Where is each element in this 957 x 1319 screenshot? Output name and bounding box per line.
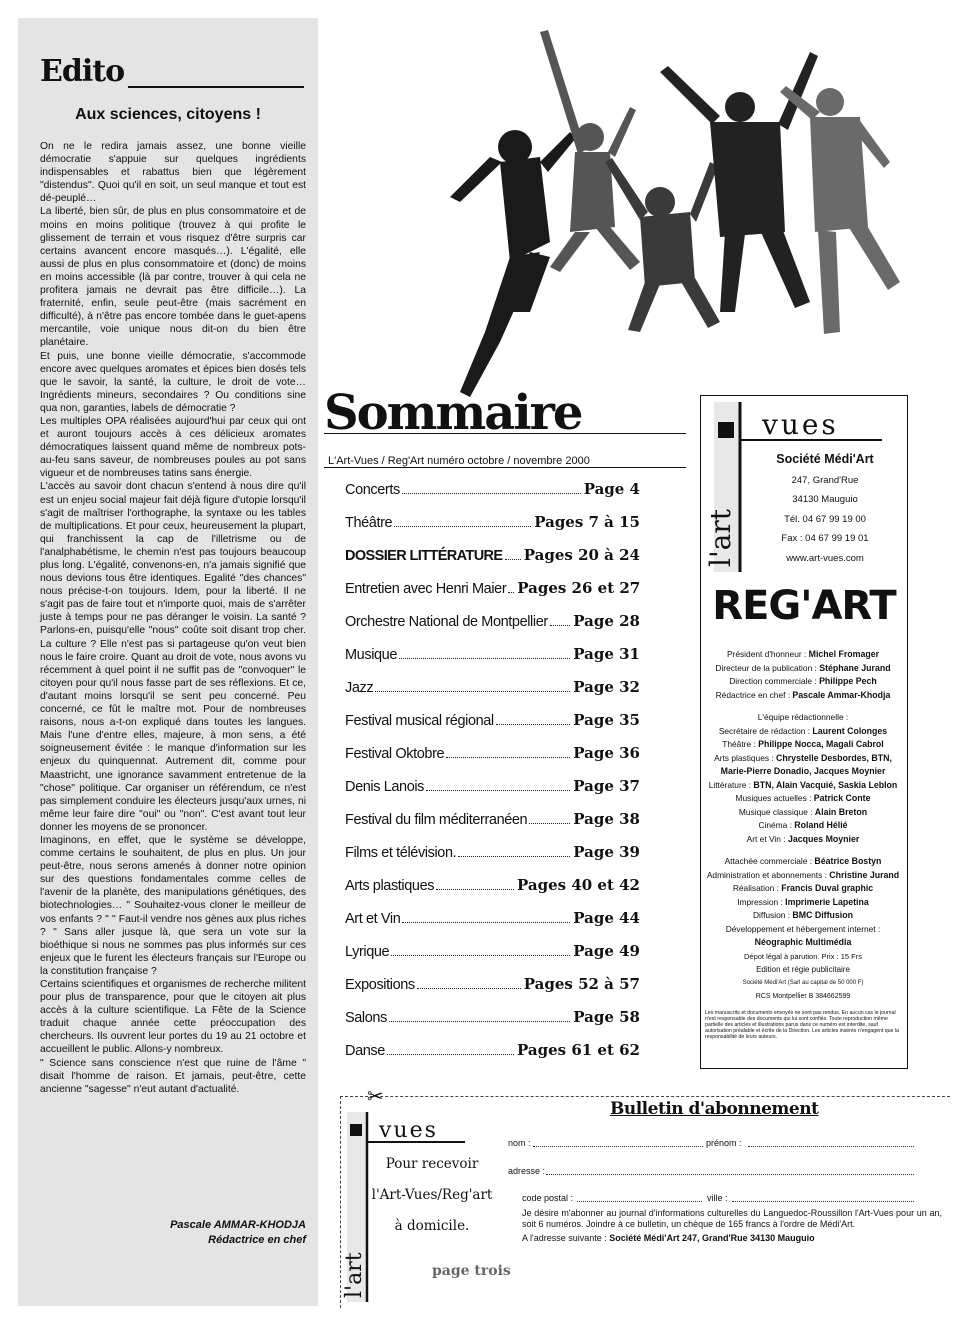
toc-item-page: Page 35 xyxy=(573,711,640,729)
toc-leader-dots xyxy=(402,493,581,494)
credit-name: Laurent Colonges xyxy=(812,725,888,736)
bulletin-title: Bulletin d'abonnement xyxy=(610,1099,819,1119)
toc-leader-dots xyxy=(394,526,531,527)
svg-text:vues: vues xyxy=(379,1118,438,1143)
toc-item-label: Festival musical régional xyxy=(345,713,494,729)
toc-item-page: Page 4 xyxy=(583,480,640,498)
bulletin-address-value: Société Médi'Art 247, Grand'Rue 34130 Mauguio xyxy=(609,1233,815,1243)
credit-role: Diffusion : xyxy=(752,910,791,920)
toc-leader-dots xyxy=(391,955,570,956)
toc-item-page: Page 38 xyxy=(573,810,640,828)
toc-item[interactable] xyxy=(345,513,640,546)
edito-title-rule xyxy=(128,86,304,88)
credit-name: Francis Duval graphic xyxy=(781,883,874,893)
rcs: RCS Montpellier B 384662599 xyxy=(755,993,851,1000)
sommaire-issue: L'Art-Vues / Reg'Art numéro octobre / novembre 2000 xyxy=(328,455,590,467)
credit-line xyxy=(700,819,906,833)
bulletin-address-prefix: A l'adresse suivante : xyxy=(522,1233,607,1243)
sommaire-title: Sommaire xyxy=(324,385,582,441)
toc-item-label: Films et télévision. xyxy=(345,845,457,861)
toc-leader-dots xyxy=(387,1054,514,1055)
credit-line xyxy=(700,896,906,910)
credit-name: Patrick Conte xyxy=(813,793,871,803)
toc-item[interactable] xyxy=(345,1041,640,1074)
masthead-credits xyxy=(700,648,906,1004)
toc-item[interactable] xyxy=(345,975,640,1008)
adresse-field[interactable] xyxy=(546,1174,914,1175)
toc-item-label: Denis Lanois xyxy=(345,779,425,795)
ville-field[interactable] xyxy=(732,1201,914,1202)
credit-role: Réalisation : xyxy=(732,883,779,893)
cut-line xyxy=(340,1096,341,1308)
credit-line xyxy=(700,689,906,703)
dev-name: Néographic Multimédia xyxy=(754,937,852,947)
toc-item[interactable] xyxy=(345,480,640,513)
edito-paragraph: On ne le redira jamais assez, une bonne vieille démocratie s'appuie sur quelques ingrédients indispensables et rabattus bien que légèrement "distendus". Quoi qu'il en soit, un seul manque et tout est dé-peuplé… xyxy=(40,141,306,205)
toc-item-page: Pages 52 à 57 xyxy=(523,975,640,993)
credit-name: Alain Breton xyxy=(814,806,868,817)
nom-field[interactable] xyxy=(533,1146,703,1147)
depot-legal: Dépot légal à parution. Prix : 15 Frs xyxy=(744,951,862,961)
edito-paragraph: Imaginons, en effet, que le système se développe, comme certains le souhaitent, de plus en plus. Un jour peut-être, nous serons amenés à donner notre opinion sur des questions fondamentales comme celles de l'avenir de la planète, des manipulations génétiques, des biotechnologies… " Souhaitez-vous cloner le meilleur de vos enfants ? " " Faut-il vendre nos gènes aux plus riches ? " Sans aller jusque là, que sera un vote sur la bioéthique si nous ne sommes pas plus informés sur ces enjeux que le furent les électeurs français sur l'Europe ou la constitution française ? xyxy=(40,834,306,977)
credit-role: Secrétaire de rédaction : xyxy=(718,725,811,736)
toc-leader-dots xyxy=(436,889,514,890)
nom-label: nom : xyxy=(508,1138,531,1148)
toc-item-page: Page 32 xyxy=(573,678,640,696)
edito-paragraph: La liberté, bien sûr, de plus en plus consommatoire et de moins en moins politique (trouvez à qui profite le glissement de terrain et vous risquez d'être surpris car certains avancent encore masqués…). L'égalité, elle aussi de plus en plus consommatoire et (donc) de moins en moins accessible (là par contre, trouver à qui cela ne profitera jamais ne devrait pas être difficile…). La fraternité, enfin, seule peut-être (mais sacrément en difficulté), à n'être pas encore tombée dans le guet-apens mercantile, voie unique nous dit-on du bien être planétaire. xyxy=(40,206,306,349)
toc-item[interactable] xyxy=(345,1008,640,1041)
toc-leader-dots xyxy=(446,757,570,758)
toc-item-page: Page 39 xyxy=(573,843,640,861)
credit-name: Christine Jurand xyxy=(829,869,900,880)
code-postal-label: code postal : xyxy=(522,1193,574,1203)
credit-line xyxy=(700,833,906,847)
credit-line xyxy=(700,675,906,689)
credit-role: Attachée commerciale : xyxy=(724,856,813,866)
bulletin-tagline-3: à domicile. xyxy=(394,1218,470,1234)
toc-item-label: Théâtre xyxy=(345,515,393,531)
toc-item[interactable] xyxy=(345,843,640,876)
edito-subtitle: Aux sciences, citoyens ! xyxy=(75,106,261,123)
edito-author: Pascale AMMAR-KHODJA xyxy=(170,1219,306,1231)
toc-item-label: Lyrique xyxy=(345,944,390,960)
edito-body xyxy=(40,140,306,1096)
toc-item[interactable] xyxy=(345,612,640,645)
credit-role: Musique classique : xyxy=(738,806,813,817)
credit-role: Musiques actuelles : xyxy=(735,793,812,803)
toc-item-page: Page 49 xyxy=(573,942,640,960)
table-of-contents xyxy=(345,480,640,1074)
credit-line xyxy=(700,882,906,896)
credit-role: Président d'honneur : xyxy=(726,649,807,659)
credit-name: Michel Fromager xyxy=(808,649,880,659)
credit-line xyxy=(700,806,906,820)
credit-role: Arts plastiques : xyxy=(714,752,774,763)
credit-line xyxy=(700,662,906,676)
toc-item[interactable] xyxy=(345,942,640,975)
credit-role: Art et Vin : xyxy=(746,833,786,844)
prenom-field[interactable] xyxy=(748,1146,914,1147)
code-postal-field[interactable] xyxy=(577,1201,702,1202)
svg-text:l'art: l'art xyxy=(342,1252,367,1298)
toc-item-label: Art et Vin xyxy=(345,911,401,927)
toc-item[interactable] xyxy=(345,909,640,942)
credit-line xyxy=(700,648,906,662)
edito-signature xyxy=(40,1218,306,1248)
ville-label: ville : xyxy=(707,1193,728,1203)
toc-item-label: Jazz xyxy=(345,680,374,696)
bulletin-tagline-2: l'Art-Vues/Reg'art xyxy=(371,1187,493,1203)
bulletin-text: Je désire m'abonner au journal d'informations culturelles du Languedoc-Roussillon l'Art-Vues pour un an, soit 6 numéros. Joindre à ce bulletin, un chèque de 165 francs à l'ordre de Médi'Art. xyxy=(522,1208,942,1229)
credit-role: Rédactrice en chef : xyxy=(715,689,791,700)
credit-name: Pascale Ammar-Khodja xyxy=(792,689,891,700)
credit-role: Théâtre : xyxy=(722,739,756,749)
edito-paragraph: Certains scientifiques et organismes de recherche militent pour plus de transparence, pour que le citoyen ait plus accès à la culture scientifique. La Fête de la Science traduit chaque année cette préoccupation des chercheurs. Ils ouvrent leur portes du 19 au 21 octobre et accueillent le public. Allons-y nombreux. xyxy=(40,979,306,1056)
toc-leader-dots xyxy=(505,559,521,560)
toc-item-label: Musique xyxy=(345,647,398,663)
societe-small: Société Médi'Art (Sarl au capital de 50 000 F) xyxy=(742,979,864,986)
scissors-icon: ✂ xyxy=(367,1086,384,1108)
page-number: page trois xyxy=(432,1263,511,1279)
credit-name: BMC Diffusion xyxy=(792,910,853,920)
toc-item-label: Festival du film méditerranéen xyxy=(345,812,528,828)
credit-line xyxy=(700,855,906,869)
credit-line xyxy=(700,779,906,793)
credit-role: Cinéma : xyxy=(758,820,792,830)
toc-leader-dots xyxy=(375,691,570,692)
credit-name: BTN, Alain Vacquié, Saskia Leblon xyxy=(753,779,898,790)
credit-line xyxy=(700,869,906,883)
credit-name: Stéphane Jurand xyxy=(819,662,891,673)
toc-item[interactable] xyxy=(345,876,640,909)
toc-item-page: Page 31 xyxy=(573,645,640,663)
regart-logo xyxy=(706,580,902,629)
toc-leader-dots xyxy=(529,823,570,824)
bulletin-tagline-1: Pour recevoir xyxy=(385,1156,479,1172)
toc-leader-dots xyxy=(496,724,571,725)
svg-text:l'art: l'art xyxy=(704,509,737,567)
toc-item[interactable] xyxy=(345,777,640,810)
svg-text:REG'ART: REG'ART xyxy=(712,583,896,629)
art-vues-logo xyxy=(704,402,900,572)
toc-item[interactable] xyxy=(345,579,640,612)
credit-name: Philippe Pech xyxy=(819,676,877,686)
edito-paragraph: " Science sans conscience n'est que ruine de l'âme " disait l'homme de raison. Et jamais, peut-être, cette ancienne "sagesse" n'eut autant d'actualité. xyxy=(40,1057,306,1095)
toc-item-page: Pages 26 et 27 xyxy=(517,579,641,597)
credit-name: Philippe Nocca, Magali Cabrol xyxy=(758,739,884,749)
toc-item-label: Danse xyxy=(345,1043,385,1059)
credit-role: Directeur de la publication : xyxy=(715,662,817,673)
credit-name: Béatrice Bostyn xyxy=(814,856,882,866)
masthead-fax: Fax : 04 67 99 19 01 xyxy=(781,533,869,544)
prenom-label: prénom : xyxy=(706,1138,742,1148)
credit-line xyxy=(700,725,906,739)
toc-item-page: Pages 40 et 42 xyxy=(517,876,640,894)
masthead-web[interactable]: www.art-vues.com xyxy=(786,553,864,564)
toc-leader-dots xyxy=(458,856,570,857)
toc-item[interactable] xyxy=(345,678,640,711)
masthead-address1: 247, Grand'Rue xyxy=(791,475,859,486)
credit-name: Chrystelle Desbordes, BTN, Marie-Pierre Donadio, Jacques Moynier xyxy=(720,752,892,776)
edito-paragraph: L'accès au savoir dont chacun s'entend à nous dire qu'il est un enjeu social majeur fait déjà figure d'utopie lorsqu'il s'agit de maîtriser l'orthographe, la syntaxe ou les tables de multiplications. Et pour ceux, heureusement la plupart, qui franchissent la cap de l'illetrisme ou de l'analphabétisme, le chemin n'est pas toujours beaucoup plus long. L'égalité, convenons-en, n'a jamais signifié que nous devions tous être identiques. Egalité "des chances" nous précise-t-on toujours. Idem, pour la liberté. Il ne s'agit pas de faire tout et n'importe quoi, mais de s'arrêter juste à temps pour ne pas déranger le voisin. La santé ? Parlons-en, puisqu'elle "nous" coûte soit disant trop cher. La culture ? Elle n'est pas si partageuse qu'on veut bien nous le faire croire. Quant au droit de vote, nous avons vu récemment à quel point il ne suffit pas de "convoquer" le citoyen pour qu'il nous fasse part de ses réflexions. Et ce, d'autant moins lorsqu'il se sent peu concerné. Peu concerné, ce fût le maître mot. Pour de nombreuses raisons, nous a-t-on expliqué dans toutes les langues. Mais l'une d'entre elles, majeure, à mon sens, a été soigneusement évitée : le manque d'information sur les enjeux du quinquennat. Autrement dit, comme pour Maastricht, une ignorance savamment entretenue de la "chose" politique. Car organiser un référendum, ce n'est pas simplement conduire les électeurs jusqu'aux urnes, ni même leur faire dire "oui" ou "non". C'est avant tout leur donner les moyens de se prononcer. xyxy=(40,481,306,833)
team-heading: L'équipe rédactionnelle : xyxy=(757,712,849,722)
toc-leader-dots xyxy=(426,790,570,791)
masthead-legal: Les manuscrits et documents envoyés ne sont pas rendus. En aucun cas le journal n'est responsable des documents qui lui sont confiés. Toute reproduction même partielle des articles et illustrations parus dans ce numéro est interdite, sauf autorisation préalable et écrite de la Direction. Les articles insérés n'engagent que la responsabilité de leurs auteurs. xyxy=(705,1010,899,1041)
edito-paragraph: Les multiples OPA réalisées aujourd'hui par ceux qui ont et auront toujours accès à ces délicieux aromates démocratiques laissent quand même de nombreux pots-au-feu sans saveur, de nombreuses poules au pot sans vigueur et de nombreuses tatins sans énergie. xyxy=(40,415,306,480)
toc-item-page: Page 36 xyxy=(573,744,640,762)
credit-name: Jacques Moynier xyxy=(787,833,860,844)
bulletin-address xyxy=(522,1233,815,1243)
toc-item-label: Concerts xyxy=(345,482,400,498)
adresse-label: adresse : xyxy=(508,1166,546,1176)
toc-item-label: Expositions xyxy=(345,977,415,993)
credit-role: Direction commerciale : xyxy=(729,676,817,686)
dancers-photo xyxy=(390,12,950,402)
edito-title: Edito xyxy=(40,54,125,89)
toc-item-label: Orchestre National de Montpellier xyxy=(345,614,548,630)
toc-item-label: Salons xyxy=(345,1010,387,1026)
toc-item[interactable] xyxy=(345,546,640,579)
credit-role: Administration et abonnements : xyxy=(706,869,827,880)
credit-line xyxy=(700,738,906,752)
toc-item-label: Arts plastiques xyxy=(345,878,435,894)
toc-item[interactable] xyxy=(345,744,640,777)
toc-leader-dots xyxy=(399,658,570,659)
toc-item[interactable] xyxy=(345,810,640,843)
edition-regie: Edition et régie publicitaire xyxy=(756,965,850,974)
toc-leader-dots xyxy=(389,1021,570,1022)
credit-name: Imprimerie Lapetina xyxy=(785,896,869,907)
sommaire-rule xyxy=(324,433,686,434)
toc-leader-dots xyxy=(550,625,570,626)
toc-item[interactable] xyxy=(345,645,640,678)
dev-heading: Développement et hébergement internet : xyxy=(725,923,881,934)
toc-item-page: Page 58 xyxy=(573,1008,640,1026)
edito-author-role: Rédactrice en chef xyxy=(208,1234,306,1246)
credit-line xyxy=(700,792,906,806)
masthead-tel: Tél. 04 67 99 19 00 xyxy=(784,514,866,525)
toc-item-page: Page 44 xyxy=(573,909,640,927)
masthead-societe: Société Médi'Art xyxy=(776,452,874,466)
masthead-address2: 34130 Mauguio xyxy=(792,494,858,505)
toc-leader-dots xyxy=(417,988,521,989)
credit-role: Littérature : xyxy=(708,779,752,790)
edito-paragraph: Et puis, une bonne vieille démocratie, s'accommode encore avec quelques aromates et épices bien dosés tels que le savoir, la santé, la culture, le droit de vote… Ingrédients mineurs, secondaires ? Ou conditions sine qua non, garanties, labels de démocratie ? xyxy=(40,350,306,414)
toc-item-page: Page 28 xyxy=(573,612,640,630)
toc-item-page: Pages 61 et 62 xyxy=(517,1041,640,1059)
svg-text:vues: vues xyxy=(762,408,839,441)
credit-line xyxy=(700,909,906,923)
toc-item-label: Entretien avec Henri Maier xyxy=(345,581,507,597)
cut-line xyxy=(340,1096,950,1097)
toc-leader-dots xyxy=(402,922,570,923)
toc-item-page: Page 37 xyxy=(573,777,640,795)
credit-line xyxy=(700,752,906,779)
credit-role: Impression : xyxy=(737,896,783,907)
toc-leader-dots xyxy=(508,592,514,593)
toc-item[interactable] xyxy=(345,711,640,744)
sommaire-rule xyxy=(324,467,686,468)
toc-item-label: DOSSIER LITTÉRATURE xyxy=(345,548,503,564)
toc-item-label: Festival Oktobre xyxy=(345,746,445,762)
toc-item-page: Pages 7 à 15 xyxy=(534,513,640,531)
toc-item-page: Pages 20 à 24 xyxy=(523,546,640,564)
credit-name: Roland Hélié xyxy=(794,820,848,830)
